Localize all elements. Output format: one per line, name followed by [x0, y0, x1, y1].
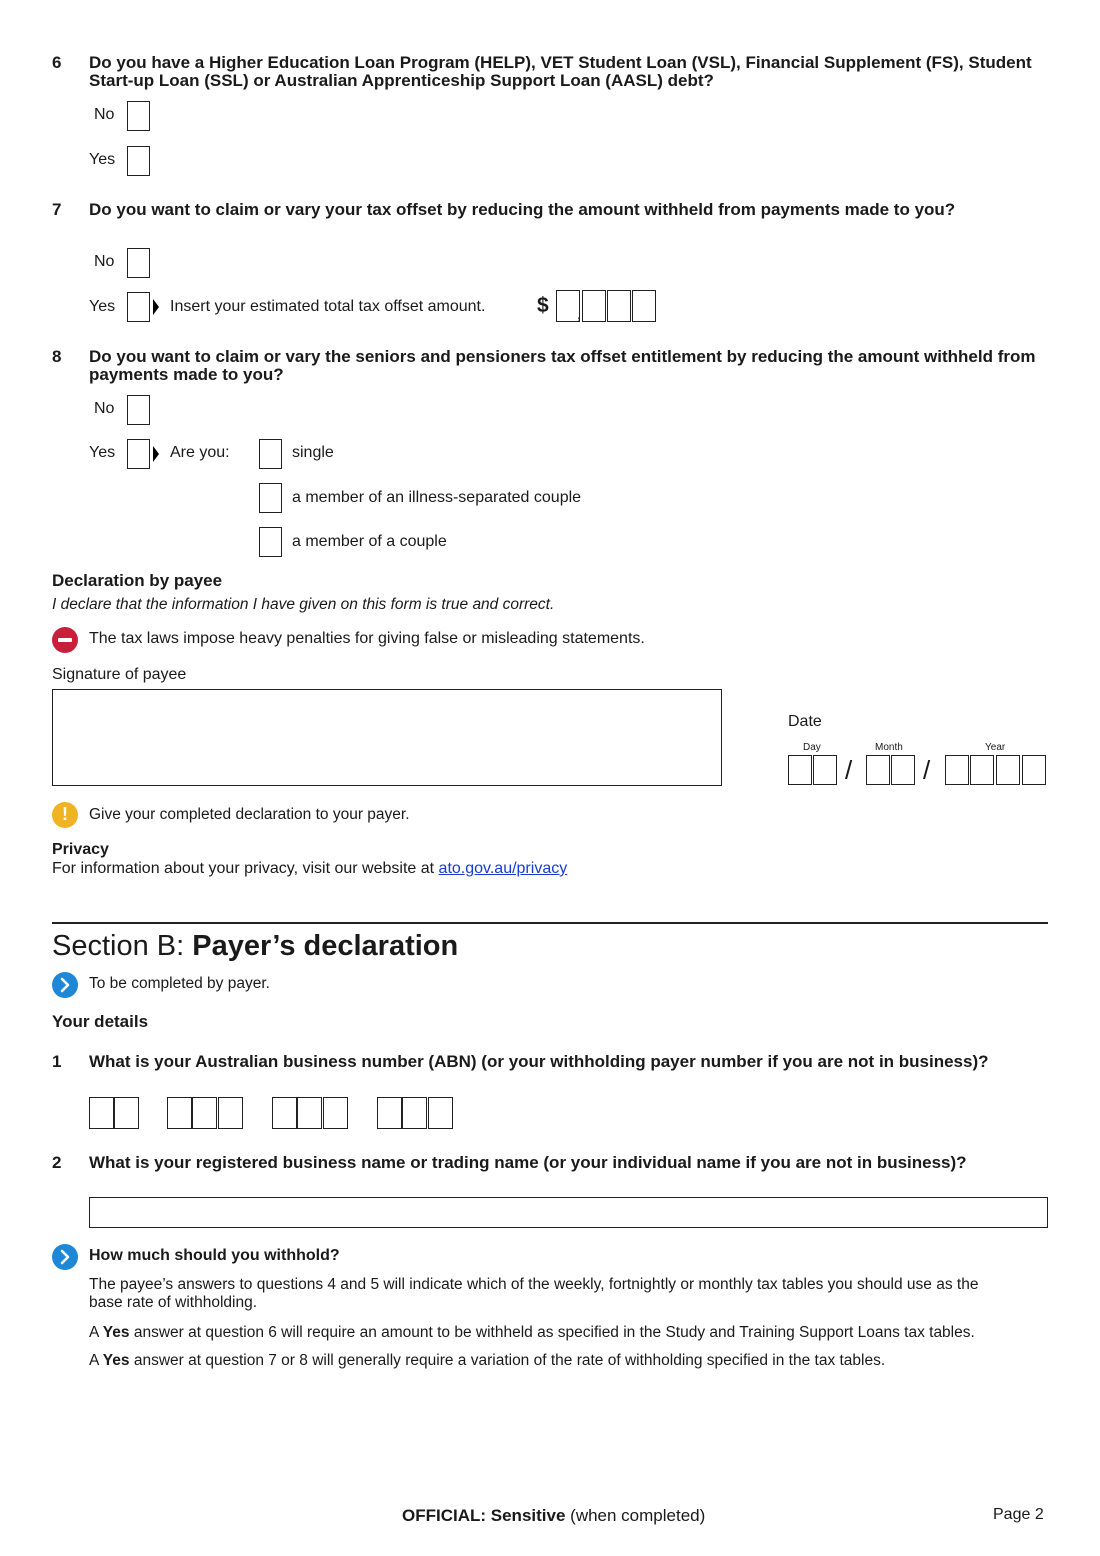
- q8-yes-label: Yes: [89, 444, 116, 461]
- date-month-2[interactable]: [891, 755, 915, 785]
- para3-rest: answer at question 7 or 8 will generally require a variation of the rate of withholding specified in the tax tables.: [133, 1352, 886, 1369]
- para3-yes: Yes: [102, 1352, 130, 1369]
- day-label: Day: [803, 742, 821, 753]
- section-b-heading: Payer’s declaration: [192, 930, 459, 962]
- q7-no-checkbox[interactable]: [127, 248, 150, 278]
- b-q2-number: 2: [52, 1153, 62, 1172]
- q8-option-couple: a member of a couple: [292, 533, 447, 550]
- offset-digit-4[interactable]: [632, 290, 656, 322]
- q8-couple-checkbox[interactable]: [259, 527, 282, 557]
- q6-question: Do you have a Higher Education Loan Program (HELP), VET Student Loan (VSL), Financial Supplement (FS), Student Start-up Loan (SSL) or Australian Apprenticeship Support Loan (AASL) debt?: [89, 53, 1032, 90]
- section-b-prefix: Section B:: [52, 930, 185, 962]
- signature-field[interactable]: [52, 689, 722, 786]
- para2-yes: Yes: [102, 1324, 130, 1341]
- abn-digit-8[interactable]: [323, 1097, 348, 1129]
- q8-option-single: single: [292, 444, 334, 461]
- business-name-field[interactable]: [89, 1197, 1048, 1228]
- arrow-right-icon: [153, 446, 159, 462]
- no-entry-icon: [52, 627, 78, 653]
- b-q1-question: What is your Australian business number (ABN) (or your withholding payer number if you are not in business)?: [89, 1052, 989, 1071]
- date-year-1[interactable]: [945, 755, 969, 785]
- penalty-warning: The tax laws impose heavy penalties for giving false or misleading statements.: [89, 630, 645, 647]
- date-separator: /: [923, 755, 931, 785]
- abn-digit-9[interactable]: [377, 1097, 402, 1129]
- q8-yes-checkbox[interactable]: [127, 439, 150, 469]
- date-year-3[interactable]: [996, 755, 1020, 785]
- q8-number: 8: [52, 347, 62, 366]
- b-q2-question: What is your registered business name or trading name (or your individual name if you are not in business)?: [89, 1153, 967, 1172]
- q6-no-checkbox[interactable]: [127, 101, 150, 131]
- signature-label: Signature of payee: [52, 666, 187, 683]
- q8-no-checkbox[interactable]: [127, 395, 150, 425]
- q6-yes-label: Yes: [89, 151, 116, 168]
- chevron-right-icon: [52, 1244, 78, 1270]
- withhold-para-2: [89, 1324, 1069, 1342]
- para2-rest: answer at question 6 will require an amount to be withheld as specified in the Study and Training Support Loans tax tables.: [133, 1324, 975, 1341]
- abn-digit-6[interactable]: [272, 1097, 297, 1129]
- q7-yes-checkbox[interactable]: [127, 292, 150, 322]
- q8-single-checkbox[interactable]: [259, 439, 282, 469]
- abn-digit-5[interactable]: [218, 1097, 243, 1129]
- q6-number: 6: [52, 53, 62, 72]
- thousands-comma: ,: [577, 306, 581, 322]
- date-separator: /: [845, 755, 853, 785]
- date-day-2[interactable]: [813, 755, 837, 785]
- q7-question: Do you want to claim or vary your tax offset by reducing the amount withheld from payments made to you?: [89, 200, 956, 219]
- abn-digit-11[interactable]: [428, 1097, 453, 1129]
- q6-no-label: No: [94, 106, 115, 123]
- section-b-title: [52, 930, 458, 963]
- section-b-note: To be completed by payer.: [89, 975, 270, 992]
- caution-icon: !: [52, 802, 78, 828]
- date-month-1[interactable]: [866, 755, 890, 785]
- para3-prefix: A: [89, 1352, 99, 1369]
- chevron-right-icon: [52, 972, 78, 998]
- section-divider: [52, 922, 1048, 924]
- q7-instruction: Insert your estimated total tax offset amount.: [170, 298, 486, 315]
- offset-digit-3[interactable]: [607, 290, 631, 322]
- para2-prefix: A: [89, 1324, 99, 1341]
- q8-illness-separated-checkbox[interactable]: [259, 483, 282, 513]
- withhold-para-3: [89, 1352, 1069, 1370]
- privacy-link[interactable]: ato.gov.au/privacy: [438, 860, 568, 877]
- q7-number: 7: [52, 200, 62, 219]
- date-year-4[interactable]: [1022, 755, 1046, 785]
- date-day-1[interactable]: [788, 755, 812, 785]
- official-marking: [402, 1506, 705, 1526]
- b-q1-number: 1: [52, 1052, 62, 1071]
- withhold-heading: How much should you withhold?: [89, 1247, 340, 1264]
- privacy-heading: Privacy: [52, 841, 109, 858]
- abn-digit-7[interactable]: [297, 1097, 322, 1129]
- declaration-heading: Declaration by payee: [52, 571, 223, 590]
- page-number: Page 2: [993, 1506, 1044, 1523]
- abn-digit-10[interactable]: [402, 1097, 427, 1129]
- q7-yes-label: Yes: [89, 298, 116, 315]
- year-label: Year: [985, 742, 1006, 753]
- official-bold: OFFICIAL: Sensitive: [402, 1506, 566, 1525]
- q7-no-label: No: [94, 253, 115, 270]
- abn-digit-4[interactable]: [192, 1097, 217, 1129]
- date-year-2[interactable]: [970, 755, 994, 785]
- abn-digit-3[interactable]: [167, 1097, 192, 1129]
- declaration-statement: I declare that the information I have given on this form is true and correct.: [52, 596, 555, 613]
- withhold-para-1: The payee’s answers to questions 4 and 5 will indicate which of the weekly, fortnightly or monthly tax tables you should use as the base rate of withholding.: [89, 1276, 979, 1311]
- q6-yes-checkbox[interactable]: [127, 146, 150, 176]
- official-rest: (when completed): [570, 1506, 706, 1525]
- q8-option-illness-separated: a member of an illness-separated couple: [292, 489, 582, 506]
- abn-digit-2[interactable]: [114, 1097, 139, 1129]
- your-details-heading: Your details: [52, 1012, 149, 1031]
- abn-digit-1[interactable]: [89, 1097, 114, 1129]
- month-label: Month: [875, 742, 903, 753]
- q8-question: Do you want to claim or vary the seniors and pensioners tax offset entitlement by reducing the amount withheld from payments made to you?: [89, 347, 1036, 384]
- offset-digit-2[interactable]: [582, 290, 606, 322]
- dollar-sign: $: [537, 294, 549, 317]
- give-declaration-note: Give your completed declaration to your payer.: [89, 806, 410, 823]
- q8-no-label: No: [94, 400, 115, 417]
- privacy-text-line: [52, 860, 567, 878]
- arrow-right-icon: [153, 299, 159, 315]
- q8-are-you-label: Are you:: [170, 444, 230, 461]
- date-label: Date: [788, 713, 822, 730]
- privacy-text: For information about your privacy, visit our website at: [52, 860, 435, 877]
